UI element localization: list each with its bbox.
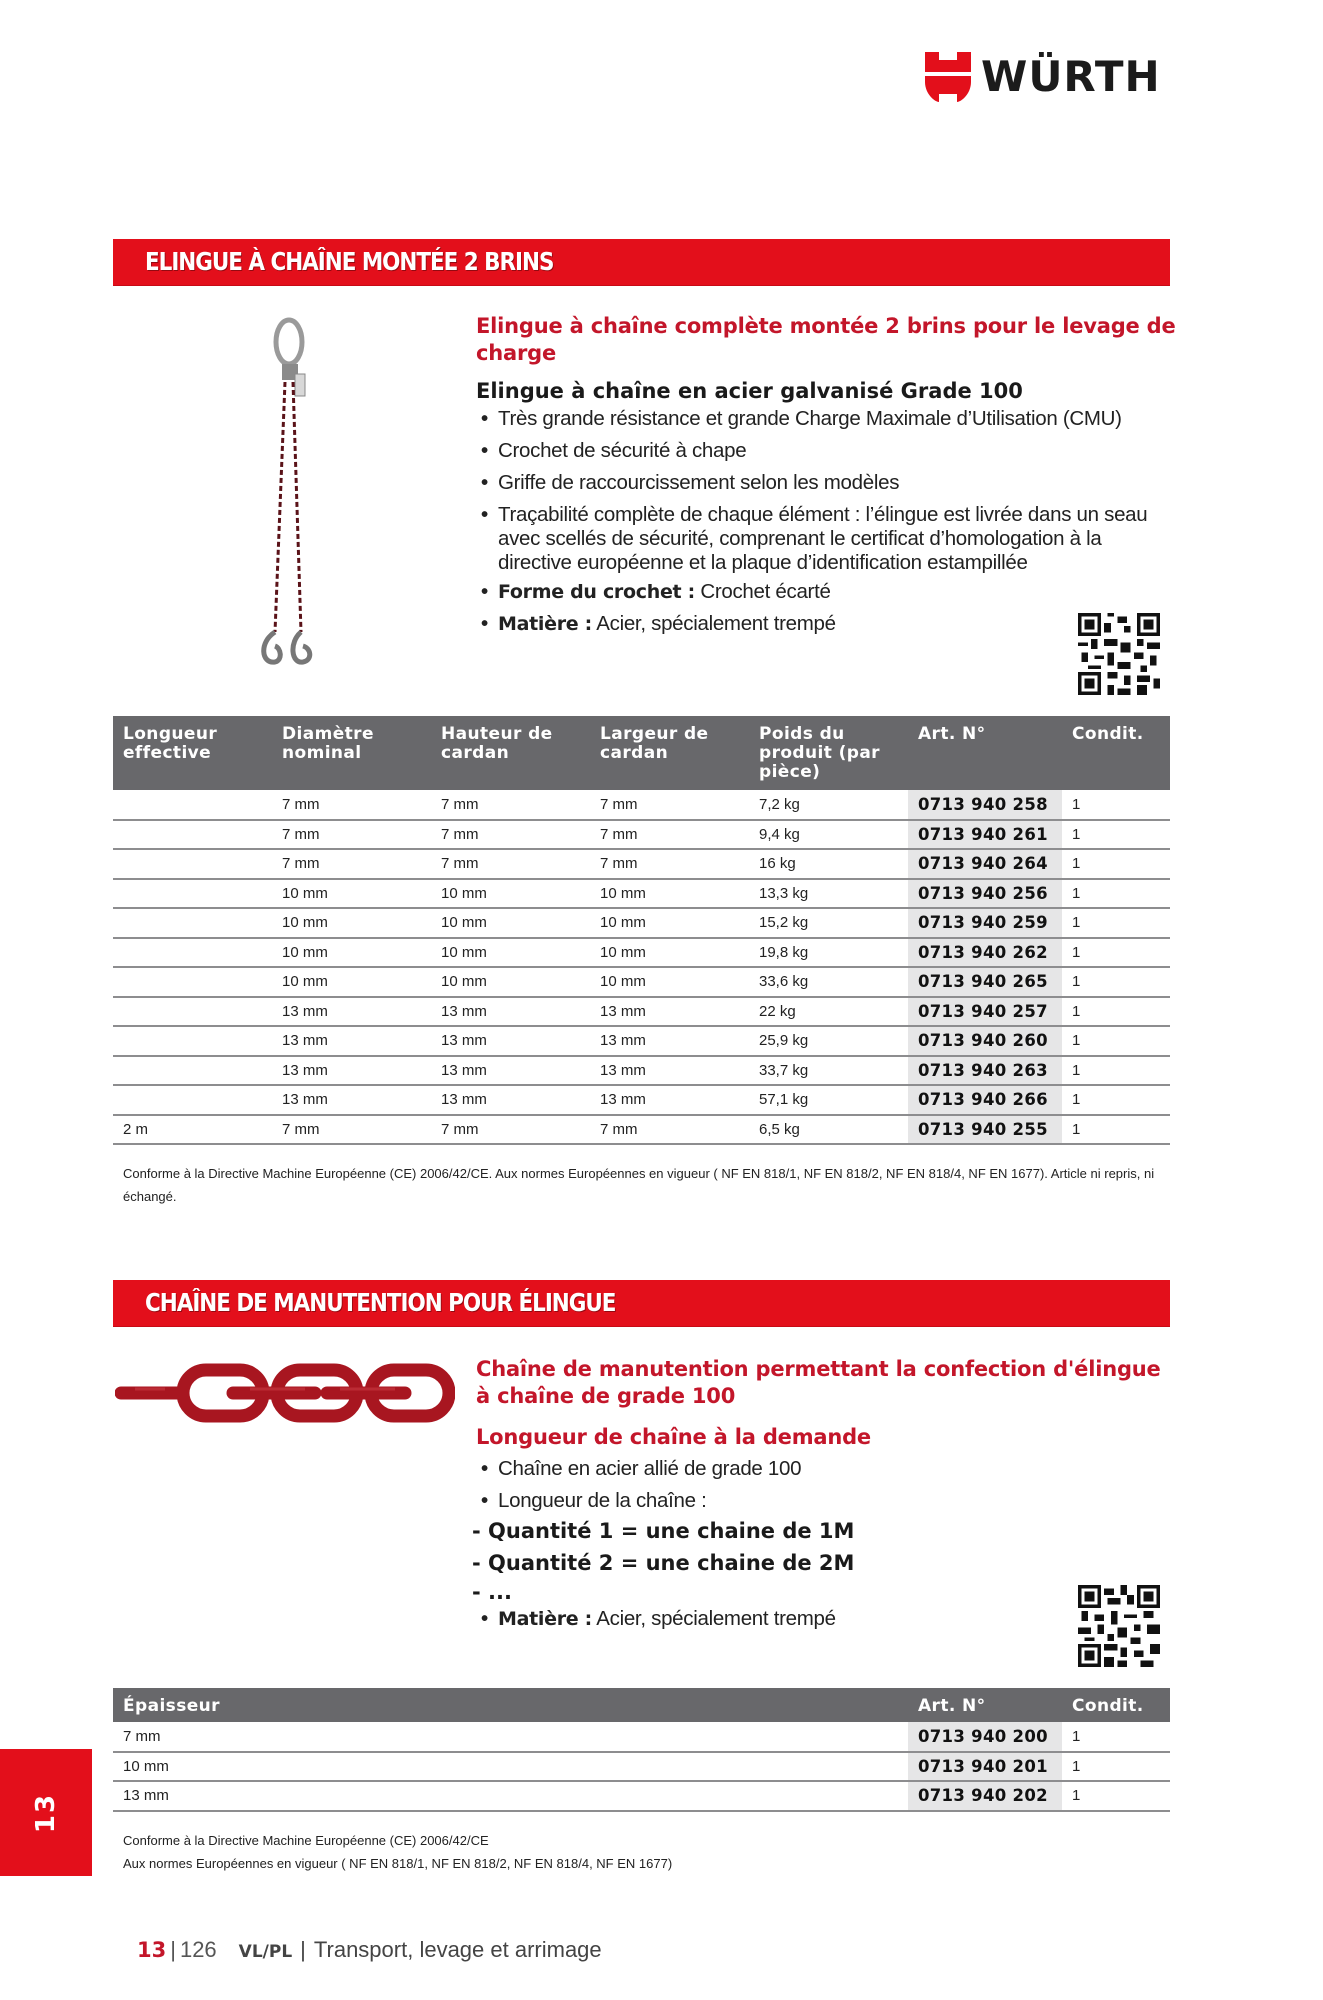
table-cell: 33,6 kg: [749, 967, 908, 997]
feature-item-material: [476, 1607, 1176, 1631]
table-cell: 13 mm: [431, 1056, 590, 1086]
footer-separator: |: [170, 1937, 176, 1962]
table-cell: 2 m: [113, 1115, 272, 1145]
table-cell: 22 kg: [749, 997, 908, 1027]
compliance-note-line: Conforme à la Directive Machine Européenne (CE) 2006/42/CE: [123, 1833, 489, 1848]
table-cell: [113, 849, 272, 879]
table-cell: 13 mm: [590, 1085, 749, 1115]
article-number[interactable]: 0713 940 260: [908, 1026, 1062, 1056]
table-cell: 13 mm: [431, 1026, 590, 1056]
table-cell: 10 mm: [431, 908, 590, 938]
table-cell: 10 mm: [272, 879, 431, 909]
table-cell: 1: [1062, 1026, 1170, 1056]
section-header-chain-sling: [113, 239, 1170, 286]
feature-item-material: [476, 612, 1176, 636]
table-cell: 7 mm: [431, 820, 590, 850]
table-cell: 1: [1062, 1115, 1170, 1145]
section-header-handling-chain: [113, 1280, 1170, 1327]
feature-item: • Très grande résistance et grande Charge Maximale d’Utilisation (CMU): [476, 407, 1176, 431]
feature-item: • Longueur de la chaîne :: [476, 1489, 1176, 1513]
feature-item: • Traçabilité complète de chaque élément : l’élingue est livrée dans un seau avec scellés de sécurité, comprenant le certificat d’homologation à la directive européenne et la plaque d’identification estampillée: [476, 503, 1176, 575]
table-cell: 13 mm: [272, 1085, 431, 1115]
table-cell: 7 mm: [431, 1115, 590, 1145]
brand-name: WÜRTH: [981, 52, 1161, 101]
table-cell: 13 mm: [272, 1056, 431, 1086]
table-cell: [113, 879, 272, 909]
table-cell: 7 mm: [590, 1115, 749, 1145]
chain-sling-description: [476, 313, 1176, 644]
table-row: [113, 1781, 1170, 1811]
table-cell: 9,4 kg: [749, 820, 908, 850]
table-cell: 13 mm: [272, 997, 431, 1027]
feature-list: [476, 1607, 1176, 1631]
table-row: [113, 1056, 1170, 1086]
article-number[interactable]: 0713 940 265: [908, 967, 1062, 997]
column-header: Largeur de cardan: [590, 716, 749, 790]
section-title: ELINGUE À CHAÎNE MONTÉE 2 BRINS: [145, 247, 554, 276]
article-number[interactable]: 0713 940 266: [908, 1085, 1062, 1115]
feature-item-hook-shape: [476, 580, 1176, 604]
feature-item: • Griffe de raccourcissement selon les modèles: [476, 471, 1176, 495]
table-cell: 1: [1062, 879, 1170, 909]
table-cell: 57,1 kg: [749, 1085, 908, 1115]
section-title: CHAÎNE DE MANUTENTION POUR ÉLINGUE: [145, 1288, 616, 1317]
table-cell: 1: [1062, 1056, 1170, 1086]
material-value: Acier, spécialement trempé: [591, 1607, 836, 1630]
table-cell: 10 mm: [272, 967, 431, 997]
table-cell: 10 mm: [272, 938, 431, 968]
product-title: Chaîne de manutention permettant la confection d'élingue à chaîne de grade 100: [476, 1357, 1161, 1408]
table-cell: [113, 1056, 272, 1086]
table-header-row: [113, 716, 1170, 790]
table-cell: 7 mm: [272, 1115, 431, 1145]
table-cell: 10 mm: [590, 879, 749, 909]
table-cell: 13 mm: [590, 1026, 749, 1056]
material-label: Matière :: [498, 1608, 592, 1630]
chapter-tab[interactable]: [0, 1749, 92, 1876]
column-header: Condit.: [1062, 716, 1170, 790]
table-row: [113, 938, 1170, 968]
table-cell: 1: [1062, 1722, 1170, 1752]
table-cell: 7 mm: [272, 849, 431, 879]
table-cell: 16 kg: [749, 849, 908, 879]
table-row: [113, 820, 1170, 850]
article-number[interactable]: 0713 940 202: [908, 1781, 1062, 1811]
column-header: Art. N°: [908, 1688, 1062, 1722]
table-cell: 15,2 kg: [749, 908, 908, 938]
chain-sling-product-image: [245, 312, 335, 672]
table-cell: 13 mm: [590, 997, 749, 1027]
table-cell: 10 mm: [113, 1752, 908, 1782]
page-footer: [137, 1937, 602, 1963]
table-row: [113, 997, 1170, 1027]
handling-chain-product-image: [115, 1355, 455, 1430]
table-cell: 33,7 kg: [749, 1056, 908, 1086]
table-cell: 1: [1062, 967, 1170, 997]
table-row: [113, 1085, 1170, 1115]
table-cell: 7 mm: [272, 790, 431, 820]
quantity-line: - Quantité 2 = une chaine de 2M: [472, 1551, 855, 1575]
feature-list: [476, 407, 1176, 636]
table-cell: 19,8 kg: [749, 938, 908, 968]
chapter-tab-number: 13: [31, 1792, 61, 1833]
column-header: Diamètre nominal: [272, 716, 431, 790]
quantity-line: - Quantité 1 = une chaine de 1M: [472, 1519, 855, 1543]
column-header: Condit.: [1062, 1688, 1170, 1722]
table-cell: 1: [1062, 849, 1170, 879]
table-row: [113, 1752, 1170, 1782]
table-row: [113, 1026, 1170, 1056]
handling-chain-table: [113, 1688, 1170, 1812]
wurth-logo: [925, 52, 1161, 102]
column-header: Poids du produit (par pièce): [749, 716, 908, 790]
feature-item: • Chaîne en acier allié de grade 100: [476, 1457, 1176, 1481]
table-cell: 1: [1062, 790, 1170, 820]
table-cell: [113, 938, 272, 968]
table-row: [113, 908, 1170, 938]
qr-code-icon[interactable]: [1078, 1585, 1160, 1667]
material-value: Acier, spécialement trempé: [591, 612, 836, 635]
table-cell: 10 mm: [431, 879, 590, 909]
footer-separator: |: [300, 1937, 306, 1962]
table-cell: 1: [1062, 1752, 1170, 1782]
material-label: Matière :: [498, 613, 592, 635]
table-cell: 10 mm: [431, 938, 590, 968]
compliance-note: Conforme à la Directive Machine Européenne (CE) 2006/42/CE. Aux normes Européennes en vigueur ( NF EN 818/1, NF EN 818/2, NF EN 818/4, NF EN 1677). Article ni repris, ni échangé.: [123, 1166, 1155, 1204]
table-header-row: [113, 1688, 1170, 1722]
table-cell: 1: [1062, 997, 1170, 1027]
table-cell: 1: [1062, 938, 1170, 968]
table-row: [113, 1115, 1170, 1145]
table-cell: 13 mm: [590, 1056, 749, 1086]
table-cell: 7 mm: [590, 849, 749, 879]
article-number[interactable]: 0713 940 201: [908, 1752, 1062, 1782]
compliance-note: [123, 1829, 1163, 1875]
table-cell: 7 mm: [590, 820, 749, 850]
article-number[interactable]: 0713 940 257: [908, 997, 1062, 1027]
quantity-line: - ...: [472, 1580, 512, 1604]
column-header: Hauteur de cardan: [431, 716, 590, 790]
article-number[interactable]: 0713 940 200: [908, 1722, 1062, 1752]
table-cell: 13 mm: [113, 1781, 908, 1811]
footer-chapter: 13: [137, 1938, 167, 1962]
column-header: Épaisseur: [113, 1688, 908, 1722]
hook-value: Crochet écarté: [694, 580, 831, 603]
table-cell: 6,5 kg: [749, 1115, 908, 1145]
table-cell: 10 mm: [590, 908, 749, 938]
table-row: [113, 967, 1170, 997]
feature-list: [476, 1457, 1176, 1513]
table-cell: 7 mm: [272, 820, 431, 850]
table-cell: [113, 967, 272, 997]
table-cell: 7 mm: [431, 849, 590, 879]
table-cell: 10 mm: [590, 967, 749, 997]
column-header: Art. N°: [908, 716, 1062, 790]
table-cell: [113, 908, 272, 938]
table-cell: 1: [1062, 1781, 1170, 1811]
table-cell: 13 mm: [272, 1026, 431, 1056]
table-cell: 1: [1062, 820, 1170, 850]
table-cell: 10 mm: [590, 938, 749, 968]
table-cell: [113, 1026, 272, 1056]
feature-item: • Crochet de sécurité à chape: [476, 439, 1176, 463]
article-number[interactable]: 0713 940 263: [908, 1056, 1062, 1086]
article-number[interactable]: 0713 940 261: [908, 820, 1062, 850]
compliance-note-line: Aux normes Européennes en vigueur ( NF EN 818/1, NF EN 818/2, NF EN 818/4, NF EN 1677): [123, 1856, 673, 1871]
hook-label: Forme du crochet :: [498, 581, 695, 603]
column-header: Longueur effective: [113, 716, 272, 790]
table-cell: [113, 820, 272, 850]
wurth-logo-mark-icon: [925, 52, 971, 102]
article-number[interactable]: 0713 940 259: [908, 908, 1062, 938]
footer-section-title: Transport, levage et arrimage: [313, 1937, 602, 1962]
table-cell: [113, 997, 272, 1027]
table-row: [113, 1722, 1170, 1752]
table-cell: 13 mm: [431, 1085, 590, 1115]
table-cell: [113, 1085, 272, 1115]
table-cell: 7 mm: [590, 790, 749, 820]
table-row: [113, 849, 1170, 879]
footer-page-number: 126: [179, 1937, 217, 1962]
article-number[interactable]: 0713 940 264: [908, 849, 1062, 879]
article-number[interactable]: 0713 940 258: [908, 790, 1062, 820]
product-subtitle: Elingue à chaîne en acier galvanisé Grade 100: [476, 379, 1023, 403]
table-row: [113, 790, 1170, 820]
article-number[interactable]: 0713 940 262: [908, 938, 1062, 968]
article-number[interactable]: 0713 940 256: [908, 879, 1062, 909]
footer-category: VL/PL: [238, 1942, 293, 1962]
table-cell: 25,9 kg: [749, 1026, 908, 1056]
table-cell: 10 mm: [272, 908, 431, 938]
product-title: Elingue à chaîne complète montée 2 brins pour le levage de charge: [476, 314, 1176, 365]
table-cell: 1: [1062, 1085, 1170, 1115]
table-cell: 13 mm: [431, 997, 590, 1027]
table-cell: 7 mm: [113, 1722, 908, 1752]
chain-sling-table: [113, 716, 1170, 1145]
table-cell: 13,3 kg: [749, 879, 908, 909]
handling-chain-description: [472, 1356, 1176, 1639]
table-cell: [113, 790, 272, 820]
table-cell: 10 mm: [431, 967, 590, 997]
table-cell: 1: [1062, 908, 1170, 938]
table-cell: 7,2 kg: [749, 790, 908, 820]
product-subtitle: Longueur de chaîne à la demande: [476, 1425, 871, 1449]
table-cell: 7 mm: [431, 790, 590, 820]
table-row: [113, 879, 1170, 909]
article-number[interactable]: 0713 940 255: [908, 1115, 1062, 1145]
qr-code-icon[interactable]: [1078, 613, 1160, 695]
